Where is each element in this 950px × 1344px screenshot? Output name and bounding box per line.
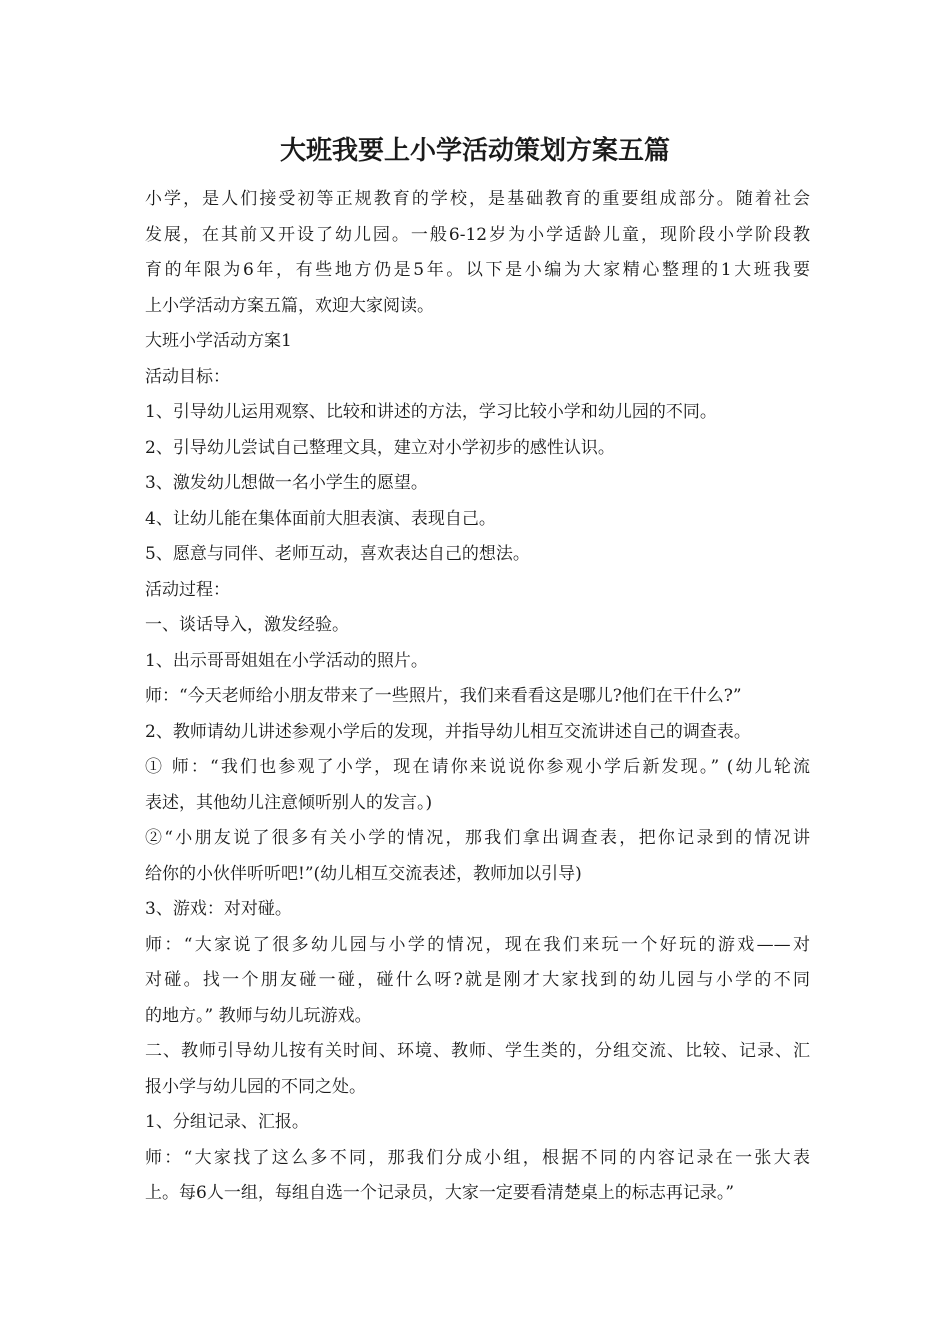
text-line: 师：“今天老师给小朋友带来了一些照片，我们来看看这是哪儿?他们在干什么?”: [145, 686, 742, 706]
text-line: 上小学活动方案五篇，欢迎大家阅读。: [145, 295, 434, 316]
text-line: 的地方。” 教师与幼儿玩游戏。: [145, 1005, 372, 1026]
paragraph: [145, 715, 810, 751]
paragraph: [145, 1141, 810, 1212]
text-line: 报小学与幼儿园的不同之处。: [145, 1076, 366, 1097]
paragraph: [145, 466, 810, 502]
paragraph: [145, 1105, 810, 1141]
text-line: 发展，在其前又开设了幼儿园。一般6-12岁为小学适龄儿童，现阶段小学阶段教: [145, 224, 810, 245]
paragraph: [145, 644, 810, 680]
text-line: 上。每6人一组，每组自选一个记录员，大家一定要看清楚桌上的标志再记录。”: [145, 1183, 735, 1203]
paragraph: [145, 360, 810, 396]
text-line: 一、谈话导入，激发经验。: [145, 615, 349, 635]
text-line: 3、游戏：对对碰。: [145, 899, 292, 919]
text-line: 活动目标：: [145, 366, 230, 387]
paragraph: [145, 573, 810, 609]
paragraph: [145, 892, 810, 928]
paragraph: [145, 821, 810, 892]
text-line: 1、出示哥哥姐姐在小学活动的照片。: [145, 650, 428, 671]
text-line: 2、引导幼儿尝试自己整理文具，建立对小学初步的感性认识。: [145, 437, 615, 458]
text-line: 小学，是人们接受初等正规教育的学校，是基础教育的重要组成部分。随着社会: [145, 189, 810, 209]
text-line: 二、教师引导幼儿按有关时间、环境、教师、学生类的，分组交流、比较、记录、汇: [145, 1041, 810, 1061]
text-line: 1、引导幼儿运用观察、比较和讲述的方法，学习比较小学和幼儿园的不同。: [145, 402, 717, 422]
paragraph: [145, 750, 810, 821]
paragraph: [145, 182, 810, 324]
paragraph: [145, 324, 810, 360]
text-line: ②“小朋友说了很多有关小学的情况，那我们拿出调查表，把你记录到的情况讲: [145, 828, 810, 848]
text-line: 2、教师请幼儿讲述参观小学后的发现，并指导幼儿相互交流讲述自己的调查表。: [145, 721, 751, 742]
paragraph: [145, 395, 810, 431]
paragraph: [145, 928, 810, 1035]
paragraph: [145, 431, 810, 467]
text-line: 表述，其他幼儿注意倾听别人的发言。): [145, 792, 433, 813]
paragraph: [145, 679, 810, 715]
text-line: 给你的小伙伴听听吧!”(幼儿相互交流表述，教师加以引导): [145, 863, 582, 884]
text-line: 育的年限为6年，有些地方仍是5年。以下是小编为大家精心整理的1大班我要: [145, 260, 810, 280]
text-line: 师：“大家说了很多幼儿园与小学的情况，现在我们来玩一个好玩的游戏——对: [145, 934, 810, 955]
paragraph: [145, 502, 810, 538]
paragraph: [145, 608, 810, 644]
document-title: 大班我要上小学活动策划方案五篇: [279, 136, 670, 166]
text-line: 对碰。找一个朋友碰一碰，碰什么呀?就是刚才大家找到的幼儿园与小学的不同: [145, 970, 810, 990]
text-line: 1、分组记录、汇报。: [145, 1112, 309, 1132]
paragraph: [145, 1034, 810, 1105]
text-line: 3、激发幼儿想做一名小学生的愿望。: [145, 473, 428, 493]
text-line: 4、让幼儿能在集体面前大胆表演、表现自己。: [145, 508, 496, 529]
document-body: [145, 182, 810, 1212]
paragraph: [145, 537, 810, 573]
text-line: 5、愿意与同伴、老师互动，喜欢表达自己的想法。: [145, 544, 530, 564]
text-line: 活动过程：: [145, 579, 230, 600]
text-line: 大班小学活动方案1: [145, 331, 292, 351]
text-line: 师：“大家找了这么多不同，那我们分成小组，根据不同的内容记录在一张大表: [145, 1147, 810, 1168]
text-line: ① 师：“我们也参观了小学，现在请你来说说你参观小学后新发现。” (幼儿轮流: [145, 757, 810, 777]
